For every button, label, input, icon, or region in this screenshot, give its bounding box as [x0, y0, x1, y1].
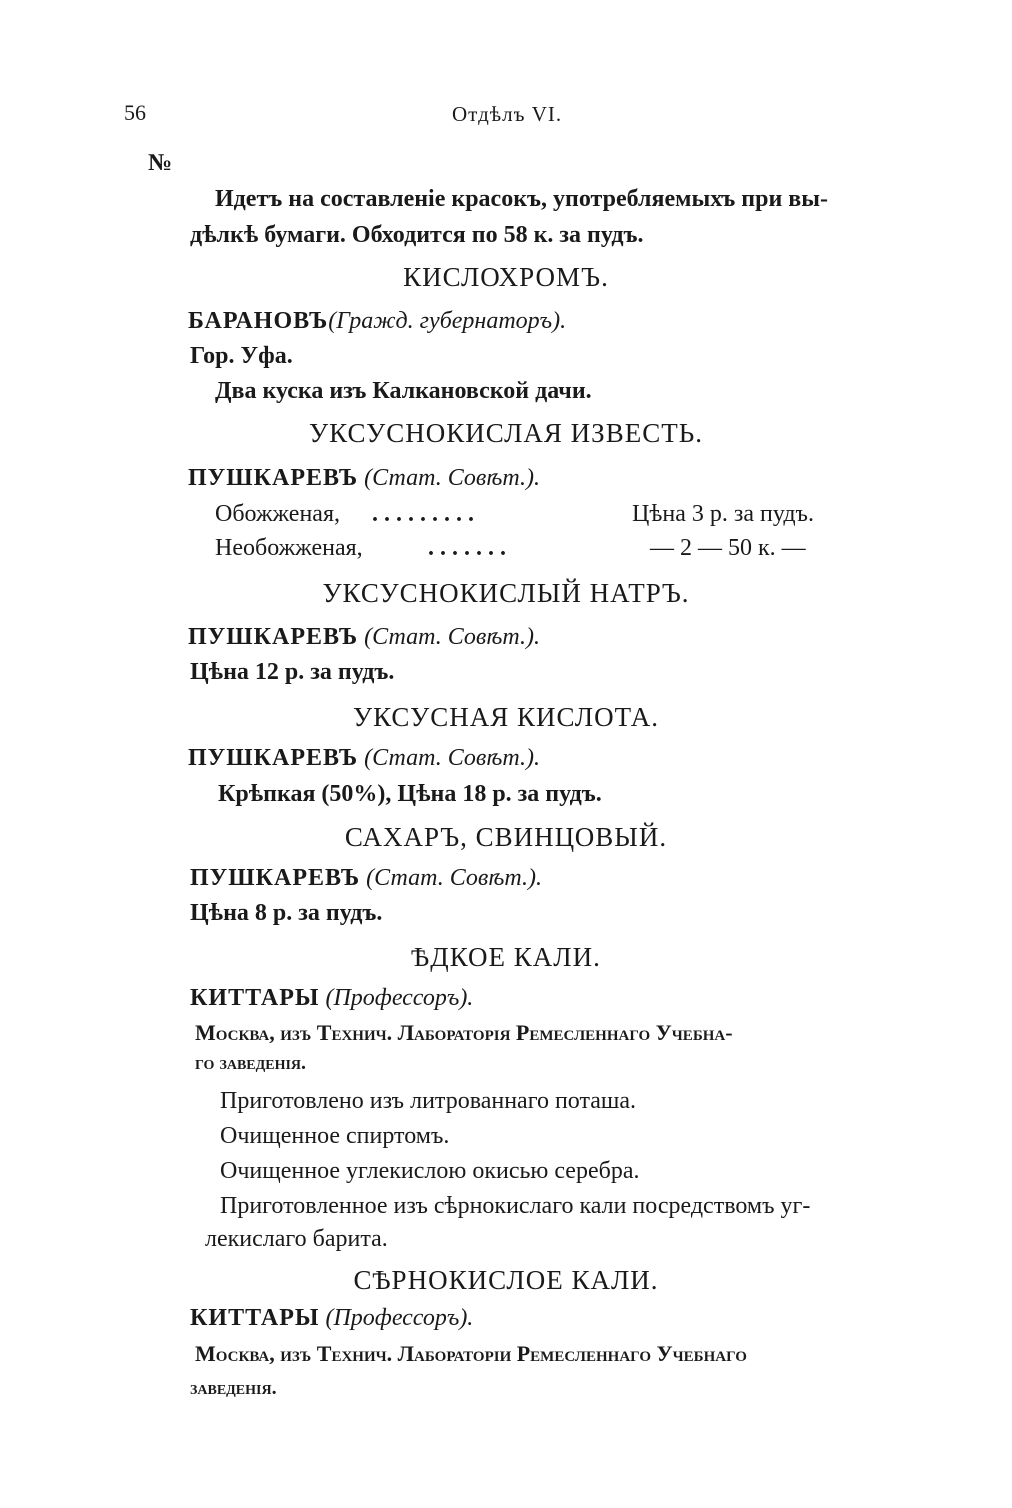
exhibitor-role: (Стат. Совѣт.). — [364, 624, 540, 650]
page-number: 56 — [124, 100, 146, 125]
price-row-dots: . . . . . . . . . — [372, 501, 474, 527]
exhibitor-name: КИТТАРЫ — [190, 985, 320, 1011]
exhibitor-place-line-1: Москва, изъ Технич. Лабораторія Ремесленнаго Учебна- — [195, 1020, 733, 1045]
item-description: Два куска изъ Калкановской дачи. — [215, 378, 592, 404]
exhibitor-line — [190, 1305, 473, 1332]
exhibitor-place: Гор. Уфа. — [190, 343, 293, 369]
exhibitor-name: БАРАНОВЪ — [188, 308, 329, 334]
price-line: Цѣна 12 р. за пудъ. — [190, 659, 395, 685]
item-description: Очищенное спиртомъ. — [220, 1123, 450, 1149]
intro-line-1: Идетъ на составленіе красокъ, употребляемыхъ при вы- — [215, 186, 828, 212]
running-head: Отдѣлъ VI. — [452, 102, 563, 126]
item-description: Приготовленное изъ сѣрнокислаго кали посредствомъ уг- — [220, 1193, 811, 1219]
exhibitor-line — [188, 624, 540, 651]
exhibitor-line — [188, 465, 540, 492]
exhibitor-name: ПУШКАРЕВЪ — [188, 624, 359, 650]
exhibitor-line — [190, 985, 473, 1012]
item-description: Приготовлено изъ литрованнаго поташа. — [220, 1088, 637, 1114]
exhibitor-role: (Гражд. губернаторъ). — [328, 308, 567, 334]
section-heading-edkoe-kali: ѢДКОЕ КАЛИ. — [411, 942, 601, 972]
exhibitor-name: ПУШКАРЕВЪ — [188, 465, 359, 491]
exhibitor-role: (Профессоръ). — [325, 985, 474, 1011]
section-heading-uksusnokislaya-izvest: УКСУСНОКИСЛАЯ ИЗВЕСТЬ. — [309, 418, 703, 448]
exhibitor-place-line-1: Москва, изъ Технич. Лабораторіи Ремесленнаго Учебнаго — [195, 1341, 747, 1366]
exhibitor-name: КИТТАРЫ — [190, 1305, 320, 1331]
item-description: Крѣпкая (50%), Цѣна 18 р. за пудъ. — [218, 781, 602, 807]
price-row-price: Цѣна 3 р. за пудъ. — [632, 501, 814, 527]
intro-line-2: дѣлкѣ бумаги. Обходится по 58 к. за пудъ. — [190, 222, 644, 248]
section-heading-sakhar-svintsovy: САХАРЪ, СВИНЦОВЫЙ. — [344, 822, 668, 852]
exhibitor-role: (Профессоръ). — [325, 1305, 474, 1331]
section-heading-kislokhrom: КИСЛОХРОМЪ. — [403, 262, 609, 292]
number-sign: № — [148, 150, 173, 176]
price-line: Цѣна 8 р. за пудъ. — [190, 900, 383, 926]
item-description: лекислаго барита. — [205, 1226, 388, 1252]
price-row-dots: . . . . . . . — [428, 535, 506, 561]
exhibitor-role: (Стат. Совѣт.). — [366, 865, 542, 891]
exhibitor-name: ПУШКАРЕВЪ — [190, 865, 361, 891]
item-description: Очищенное углекислою окисью серебра. — [220, 1158, 640, 1184]
exhibitor-place-line-2: го заведенія. — [195, 1052, 307, 1074]
exhibitor-line — [188, 745, 540, 772]
section-heading-uksusnokisly-natr: УКСУСНОКИСЛЫЙ НАТРЪ. — [322, 578, 690, 608]
section-heading-sernokisloe-kali: СѢРНОКИСЛОЕ КАЛИ. — [353, 1265, 659, 1295]
exhibitor-name: ПУШКАРЕВЪ — [188, 745, 359, 771]
exhibitor-place-line-2: заведенія. — [190, 1377, 277, 1399]
exhibitor-role: (Стат. Совѣт.). — [364, 465, 540, 491]
price-row-item: Обожженая, — [215, 501, 340, 527]
price-row-price: — 2 — 50 к. — — [650, 535, 806, 561]
price-row-item: Необожженая, — [215, 535, 363, 561]
exhibitor-line — [188, 308, 566, 335]
section-heading-uksusnaya-kislota: УКСУСНАЯ КИСЛОТА. — [352, 702, 660, 732]
exhibitor-line — [190, 865, 542, 892]
exhibitor-role: (Стат. Совѣт.). — [364, 745, 540, 771]
